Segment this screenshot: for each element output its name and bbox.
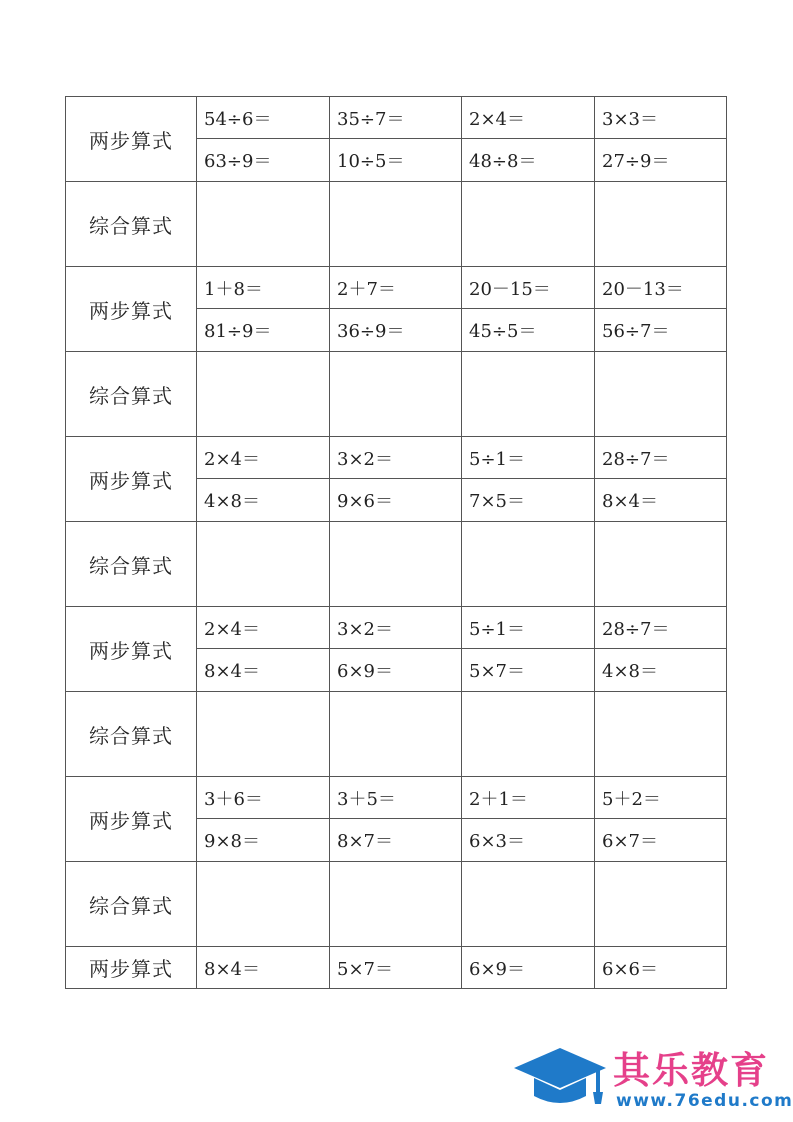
expression-cell: 56÷7＝ <box>595 309 727 352</box>
expression-row <box>66 267 727 309</box>
expression-cell: 9×8＝ <box>197 819 330 862</box>
expression-cell: 8×4＝ <box>197 947 330 989</box>
answer-cell[interactable] <box>330 352 462 437</box>
row-label: 综合算式 <box>66 522 197 607</box>
answer-cell[interactable] <box>330 692 462 777</box>
expression-cell: 3＋5＝ <box>330 777 462 819</box>
expression-cell: 20－13＝ <box>595 267 727 309</box>
row-label: 两步算式 <box>66 947 197 989</box>
combined-row <box>66 862 727 947</box>
expression-row <box>66 607 727 649</box>
expression-cell: 8×7＝ <box>330 819 462 862</box>
expression-cell: 81÷9＝ <box>197 309 330 352</box>
brand-logo <box>510 1040 793 1115</box>
answer-cell[interactable] <box>462 352 595 437</box>
answer-cell[interactable] <box>197 692 330 777</box>
expression-cell: 3＋6＝ <box>197 777 330 819</box>
expression-cell: 20－15＝ <box>462 267 595 309</box>
row-label: 两步算式 <box>66 607 197 692</box>
expression-cell: 45÷5＝ <box>462 309 595 352</box>
answer-cell[interactable] <box>197 522 330 607</box>
answer-cell[interactable] <box>595 352 727 437</box>
row-label: 两步算式 <box>66 777 197 862</box>
expression-cell: 9×6＝ <box>330 479 462 522</box>
row-label: 综合算式 <box>66 182 197 267</box>
expression-row <box>66 777 727 819</box>
expression-cell: 5＋2＝ <box>595 777 727 819</box>
brand-name: 其乐教育 <box>613 1049 769 1092</box>
row-label: 综合算式 <box>66 692 197 777</box>
brand-url: www.76edu.com <box>616 1091 793 1111</box>
answer-cell[interactable] <box>462 692 595 777</box>
expression-cell: 28÷7＝ <box>595 607 727 649</box>
expression-cell: 36÷9＝ <box>330 309 462 352</box>
expression-cell: 2＋1＝ <box>462 777 595 819</box>
expression-cell: 3×3＝ <box>595 97 727 139</box>
expression-cell: 6×3＝ <box>462 819 595 862</box>
combined-row <box>66 692 727 777</box>
row-label: 综合算式 <box>66 352 197 437</box>
expression-cell: 5÷1＝ <box>462 607 595 649</box>
expression-cell: 2＋7＝ <box>330 267 462 309</box>
expression-cell: 8×4＝ <box>197 649 330 692</box>
answer-cell[interactable] <box>462 522 595 607</box>
answer-cell[interactable] <box>595 862 727 947</box>
combined-row <box>66 182 727 267</box>
expression-cell: 1＋8＝ <box>197 267 330 309</box>
expression-cell: 5×7＝ <box>462 649 595 692</box>
answer-cell[interactable] <box>330 182 462 267</box>
expression-cell: 10÷5＝ <box>330 139 462 182</box>
expression-row <box>66 437 727 479</box>
expression-cell: 3×2＝ <box>330 437 462 479</box>
expression-cell: 27÷9＝ <box>595 139 727 182</box>
expression-cell: 7×5＝ <box>462 479 595 522</box>
expression-cell: 6×7＝ <box>595 819 727 862</box>
expression-cell: 2×4＝ <box>462 97 595 139</box>
expression-cell: 6×6＝ <box>595 947 727 989</box>
expression-cell: 6×9＝ <box>462 947 595 989</box>
expression-cell: 6×9＝ <box>330 649 462 692</box>
expression-cell: 3×2＝ <box>330 607 462 649</box>
answer-cell[interactable] <box>595 692 727 777</box>
answer-cell[interactable] <box>595 522 727 607</box>
expression-cell: 5×7＝ <box>330 947 462 989</box>
answer-cell[interactable] <box>197 352 330 437</box>
expression-cell: 48÷8＝ <box>462 139 595 182</box>
row-label: 两步算式 <box>66 437 197 522</box>
answer-cell[interactable] <box>330 522 462 607</box>
worksheet <box>65 96 726 989</box>
row-label: 两步算式 <box>66 97 197 182</box>
combined-row <box>66 352 727 437</box>
answer-cell[interactable] <box>330 862 462 947</box>
answer-cell[interactable] <box>197 182 330 267</box>
answer-cell[interactable] <box>595 182 727 267</box>
combined-row <box>66 522 727 607</box>
expression-cell: 63÷9＝ <box>197 139 330 182</box>
expression-cell: 28÷7＝ <box>595 437 727 479</box>
arithmetic-table <box>65 96 727 989</box>
expression-cell: 5÷1＝ <box>462 437 595 479</box>
graduation-cap-icon <box>510 1044 610 1112</box>
answer-cell[interactable] <box>197 862 330 947</box>
expression-cell: 2×4＝ <box>197 607 330 649</box>
expression-cell: 54÷6＝ <box>197 97 330 139</box>
expression-row <box>66 97 727 139</box>
expression-cell: 8×4＝ <box>595 479 727 522</box>
row-label: 综合算式 <box>66 862 197 947</box>
expression-cell: 35÷7＝ <box>330 97 462 139</box>
expression-cell: 4×8＝ <box>197 479 330 522</box>
row-label: 两步算式 <box>66 267 197 352</box>
answer-cell[interactable] <box>462 182 595 267</box>
expression-row <box>66 947 727 989</box>
expression-cell: 2×4＝ <box>197 437 330 479</box>
expression-cell: 4×8＝ <box>595 649 727 692</box>
answer-cell[interactable] <box>462 862 595 947</box>
